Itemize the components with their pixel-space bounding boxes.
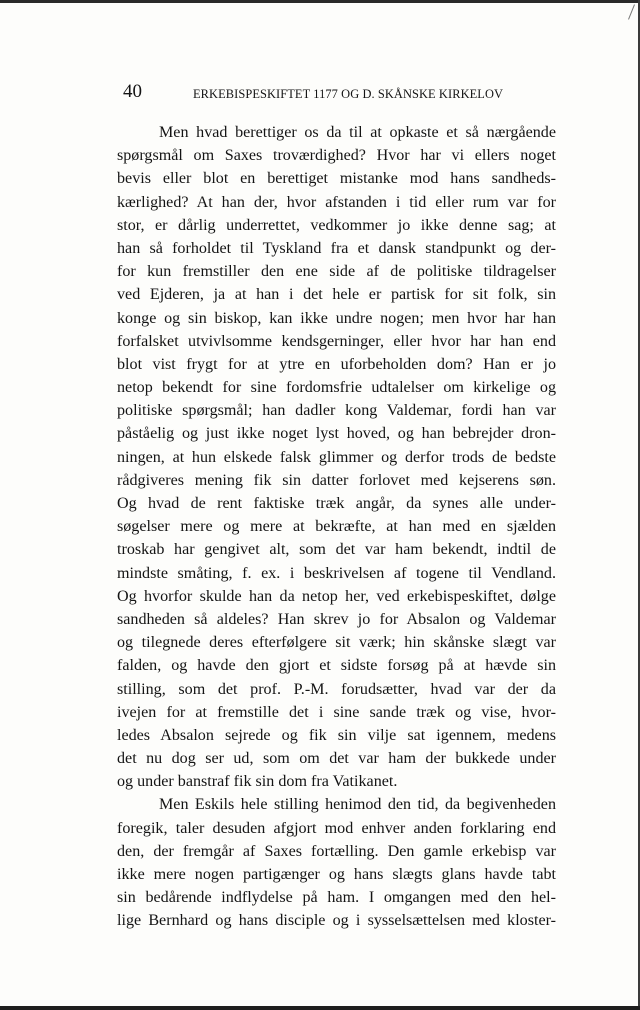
scan-edge-top (0, 0, 640, 3)
text-line: sin bedårende indflydelse på ham. I omgangen med den hel- (117, 889, 556, 907)
text-line: bevis eller blot en berettiget mistanke mod hans sandheds- (117, 170, 556, 188)
text-line: rådgiveres mening fik sin datter forlovet med kejserens søn. (117, 471, 556, 489)
page-header (123, 82, 563, 104)
text-line: det nu dog ser ud, som om det var ham der bukkede under (117, 750, 556, 768)
text-line: ningen, at hun elskede falsk glimmer og derfor trods de bedste (117, 448, 556, 466)
text-line: for kun fremstiller den ene side af de politiske tildragelser (117, 263, 556, 281)
text-line: politiske spørgsmål; han dadler kong Valdemar, fordi han var (117, 402, 556, 420)
text-line: blot vist frygt for at ytre en uforbeholden dom? Han er jo (117, 355, 556, 373)
text-line: troskab har gengivet alt, som det var ham bekendt, indtil de (117, 541, 556, 559)
text-line: foregik, taler desuden afgjort mod enhver anden forklaring end (117, 819, 556, 837)
page-number: 40 (123, 81, 142, 102)
text-line: konge og sin biskop, kan ikke undre nogen; men hvor har han (117, 309, 556, 327)
text-line: spørgsmål om Saxes troværdighed? Hvor har vi ellers noget (117, 147, 556, 165)
text-line: Og hvorfor skulde han da netop her, ved erkebispeskiftet, dølge (117, 587, 556, 605)
text-line: ledes Absalon sejrede og fik sin vilje sat igennem, medens (117, 726, 556, 744)
text-line: mindste småting, f. ex. i beskrivelsen af togene til Vendland. (117, 564, 556, 582)
text-line: påståelig og just ikke noget lyst hoved, og han bebrejder dron- (117, 425, 556, 443)
text-line: ikke mere nogen partigænger og hans slægts glans havde tabt (117, 866, 556, 883)
body-text (117, 121, 556, 933)
text-line: netop bekendt for sine fordomsfrie udtalelser om kirkelige og (117, 379, 556, 397)
text-line: forfalsket utvivlsomme kendsgerninger, eller hvor har han end (117, 332, 556, 350)
text-line: den, der fremgår af Saxes fortælling. Den gamle erkebisp var (117, 842, 556, 860)
text-line: søgelser mere og mere at bekræfte, at han med en sjælden (117, 518, 556, 536)
text-line: og tilegnede deres efterfølgere sit værk; hin skånske slægt var (117, 634, 556, 652)
scan-edge-bottom (0, 1006, 640, 1010)
text-line: han så forholdet til Tyskland fra et dansk standpunkt og der- (117, 239, 556, 257)
text-line: sandheden så aldeles? Han skrev jo for Absalon og Valdemar (117, 610, 556, 628)
text-line: stor, er dårlig underrettet, vedkommer jo ikke denne sag; at (117, 216, 556, 234)
text-line: kærlighed? At han der, hvor afstanden i tid eller rum var for (117, 193, 556, 211)
text-line: ved Ejderen, ja at han i det hele er partisk for sit folk, sin (117, 286, 556, 304)
text-line: ivejen for at fremstille det i sine sande træk og vise, hvor- (117, 703, 556, 721)
text-line: falden, og havde den gjort et sidste forsøg på at hævde sin (117, 657, 556, 675)
corner-mark (628, 4, 635, 19)
text-line: Men hvad berettiger os da til at opkaste et så nærgående (159, 124, 556, 141)
text-line: og under banstraf fik sin dom fra Vatikanet. (117, 773, 398, 791)
text-line: Og hvad de rent faktiske træk angår, da synes alle under- (117, 495, 556, 512)
text-line: Men Eskils hele stilling henimod den tid, da begivenheden (159, 796, 556, 814)
running-head: ERKEBISPESKIFTET 1177 OG D. SKÅNSKE KIRKELOV (193, 87, 504, 101)
text-line: stilling, som det prof. P.-M. forudsætter, hvad var der da (117, 680, 556, 698)
text-line: lige Bernhard og hans disciple og i sysselsættelsen med kloster- (117, 912, 556, 930)
